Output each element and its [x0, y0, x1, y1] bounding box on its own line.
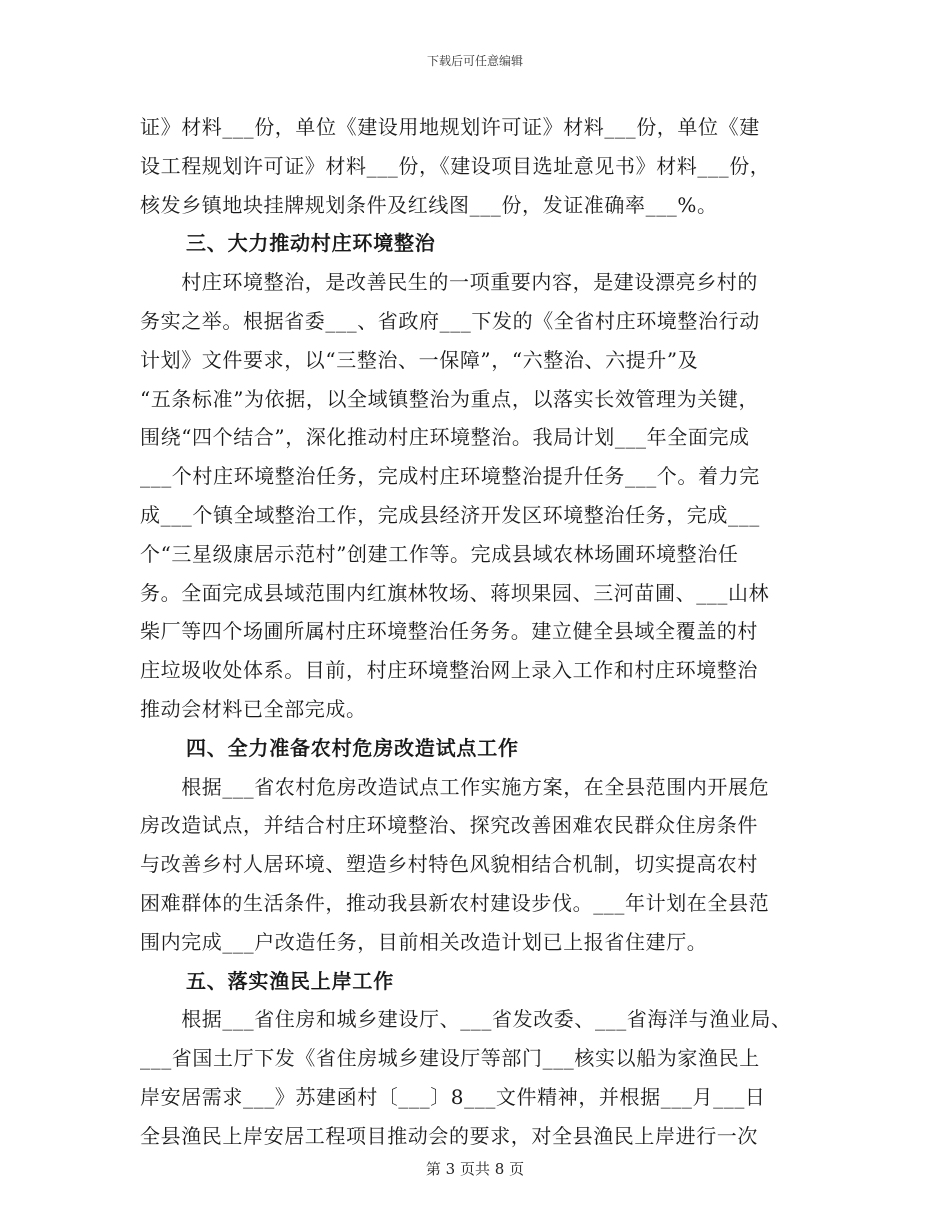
document-body: [140, 108, 820, 1156]
page-footer: 第 3 页共 8 页: [425, 1160, 525, 1178]
body-line: 根据___省住房和城乡建设厅、___省发改委、___省海洋与渔业局、: [140, 1007, 792, 1032]
body-line: 务。全面完成县域范围内红旗林牧场、蒋坝果园、三河苗圃、___山林: [140, 580, 770, 605]
body-line: 核发乡镇地块挂牌规划条件及红线图___份，发证准确率___%。: [140, 192, 718, 217]
body-line: 计划》文件要求，以“三整治、一保障”，“六整治、六提升”及: [140, 347, 699, 372]
body-line: 围内完成___户改造任务，目前相关改造计划已上报省住建厅。: [140, 929, 708, 954]
body-line: ___省国土厅下发《省住房城乡建设厅等部门___核实以船为家渔民上: [140, 1046, 760, 1071]
body-line: 设工程规划许可证》材料___份，《建设项目选址意见书》材料___份，: [140, 153, 771, 178]
section-heading-4: 四、全力准备农村危房改造试点工作: [186, 735, 519, 760]
body-line: 庄垃圾收处体系。目前，村庄环境整治网上录入工作和村庄环境整治: [140, 658, 758, 683]
body-line: ___个村庄环境整治任务，完成村庄环境整治提升任务___个。着力完: [140, 464, 760, 489]
body-line: 围绕“四个结合”，深化推动村庄环境整治。我局计划___年全面完成: [140, 425, 750, 450]
body-line: 个“三星级康居示范村”创建工作等。完成县域农林场圃环境整治任: [140, 541, 739, 566]
page-header: 下载后可任意编辑: [426, 54, 523, 68]
body-line: 柴厂等四个场圃所属村庄环境整治任务务。建立健全县域全覆盖的村: [140, 619, 758, 644]
body-line: 全县渔民上岸安居工程项目推动会的要求，对全县渔民上岸进行一次: [140, 1123, 758, 1148]
body-line: 岸安居需求___》苏建函村〔___〕8___文件精神，并根据___月___日: [140, 1084, 766, 1109]
section-heading-5: 五、落实渔民上岸工作: [186, 968, 394, 993]
body-line: “五条标准”为依据，以全域镇整治为重点，以落实长效管理为关键，: [140, 386, 760, 411]
body-line: 房改造试点，并结合村庄环境整治、探究改善困难农民群众住房条件: [140, 813, 758, 838]
body-line: 根据___省农村危房改造试点工作实施方案，在全县范围内开展危: [140, 774, 770, 799]
body-line: 证》材料___份，单位《建设用地规划许可证》材料___份，单位《建: [140, 115, 760, 139]
body-line: 与改善乡村人居环境、塑造乡村特色风貌相结合机制，切实提高农村: [140, 852, 758, 877]
body-line: 困难群体的生活条件，推动我县新农村建设步伐。___年计划在全县范: [140, 890, 770, 915]
body-line: 村庄环境整治，是改善民生的一项重要内容，是建设漂亮乡村的: [140, 270, 758, 295]
body-line: 成___个镇全域整治工作，完成县经济开发区环境整治任务，完成___: [140, 502, 760, 527]
body-line: 务实之举。根据省委___、省政府___下发的《全省村庄环境整治行动: [140, 308, 760, 333]
section-heading-3: 三、大力推动村庄环境整治: [186, 231, 436, 256]
body-line: 推动会材料已全部完成。: [140, 696, 367, 721]
